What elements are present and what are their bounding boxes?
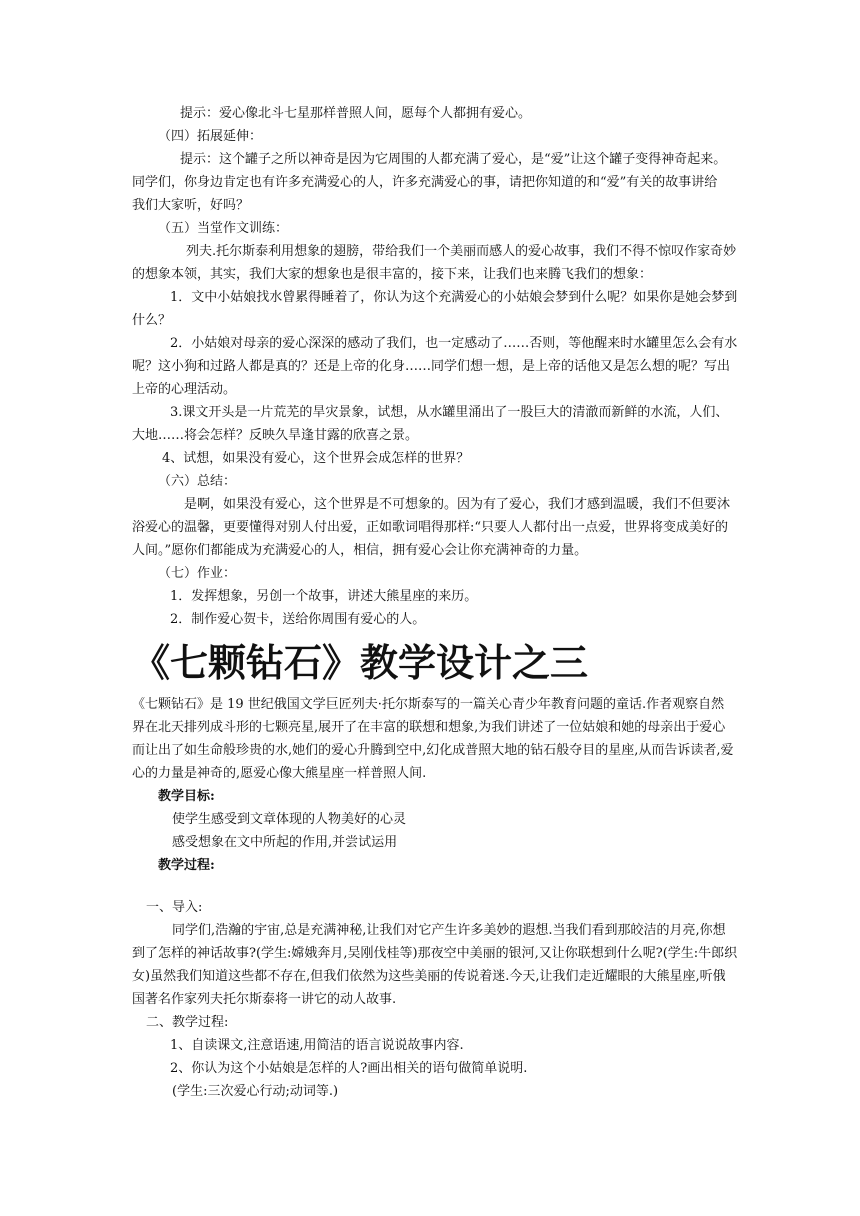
note-line: (学生:三次爱心行动;动词等.) [172,1084,339,1099]
paragraph-line: 到了怎样的神话故事?(学生:嫦娥奔月,吴刚伐桂等)那夜空中美丽的银河,又让你联想到什么呢?(学生:牛郎织 [132,946,738,961]
paragraph-line: 上帝的心理活动。 [132,382,237,397]
hint-line: 提示：爱心像北斗七星那样普照人间，愿每个人都拥有爱心。 [180,106,532,121]
section-heading: 一、导入: [146,900,203,915]
section-heading: （六）总结： [158,474,237,489]
section-heading: （五）当堂作文训练： [158,221,289,236]
paragraph-line: 同学们，你身边肯定也有许多充满爱心的人，许多充满爱心的事，请把你知道的和“爱”有关的故事讲给 [132,175,718,190]
list-item: 2、你认为这个小姑娘是怎样的人?画出相关的语句做简单说明. [170,1061,528,1076]
paragraph-line: 提示：这个罐子之所以神奇是因为它周围的人都充满了爱心，是“爱”让这个罐子变得神奇起来。 [180,152,727,167]
paragraph-line: 我们大家听，好吗？ [132,198,250,213]
paragraph-line: 浴爱心的温馨，更要懂得对别人付出爱，正如歌词唱得那样:“只要人人都付出一点爱，世界将变成美好的 [132,520,729,535]
intro-line: 而让出了如生命般珍贵的水,她们的爱心升腾到空中,幻化成普照大地的钻石般夺目的星座,从而告诉读者,爱 [132,743,734,758]
paragraph-line: 女)虽然我们知道这些都不存在,但我们依然为这些美丽的传说着迷.今天,让我们走近耀眼的大熊星座,听俄 [132,969,726,984]
document-title: 《七颗钻石》教学设计之三 [132,641,589,685]
list-item: 3.课文开头是一片荒芜的旱灾景象，试想，从水罐里涌出了一股巨大的清澈而新鲜的水流，人们、 [170,405,729,420]
list-item: 2．小姑娘对母亲的爱心深深的感动了我们，也一定感动了……否则，等他醒来时水罐里怎么会有水 [170,336,738,351]
paragraph-line: 是啊，如果没有爱心，这个世界是不可想象的。因为有了爱心，我们才感到温暖，我们不但要沐 [184,497,731,512]
list-item: 2．制作爱心贺卡，送给你周围有爱心的人。 [170,612,426,627]
list-item: 4、试想，如果没有爱心，这个世界会成怎样的世界？ [162,451,470,466]
paragraph-line: 国著名作家列夫托尔斯泰将一讲它的动人故事. [132,992,397,1007]
paragraph-line: 同学们,浩瀚的宇宙,总是充满神秘,让我们对它产生许多美妙的遐想.当我们看到那皎洁的月亮,你想 [172,923,726,938]
paragraph-line: 列夫.托尔斯泰利用想象的翅膀，带给我们一个美丽而感人的爱心故事，我们不得不惊叹作家奇妙 [186,244,737,259]
process-heading: 教学过程: [158,858,215,873]
objectives-heading: 教学目标: [158,789,215,804]
list-item: 1．发挥想象，另创一个故事，讲述大熊星座的来历。 [170,589,478,604]
paragraph-line: 的想象本领，其实，我们大家的想象也是很丰富的，接下来，让我们也来腾飞我们的想象： [132,267,653,282]
paragraph-line: 什么？ [132,313,172,328]
objective-item: 使学生感受到文章体现的人物美好的心灵 [172,812,407,827]
section-heading: （四）拓展延伸： [158,129,263,144]
objective-item: 感受想象在文中所起的作用,并尝试运用 [172,835,398,850]
intro-line: 心的力量是神奇的,愿爱心像大熊星座一样普照人间. [132,766,427,781]
list-item: 1、自读课文,注意语速,用简洁的语言说说故事内容. [170,1038,464,1053]
intro-line: 界在北天排列成斗形的七颗亮星,展开了在丰富的联想和想象,为我们讲述了一位姑娘和她的母亲出于爱心 [132,720,726,735]
list-item: 1．文中小姑娘找水曾累得睡着了，你认为这个充满爱心的小姑娘会梦到什么呢？如果你是她会梦到 [170,290,738,305]
paragraph-line: 呢？这小狗和过路人都是真的？还是上帝的化身……同学们想一想，是上帝的话他又是怎么想的呢？写出 [132,359,731,374]
paragraph-line: 大地……将会怎样？反映久旱逢甘露的欣喜之景。 [132,428,419,443]
intro-line: 《七颗钻石》是 19 世纪俄国文学巨匠列夫·托尔斯泰写的一篇关心青少年教育问题的童话.作者观察自然 [132,697,725,712]
paragraph-line: 人间。”愿你们都能成为充满爱心的人，相信，拥有爱心会让你充满神奇的力量。 [132,543,588,558]
section-heading: 二、教学过程: [146,1015,229,1030]
section-heading: （七）作业： [158,566,237,581]
